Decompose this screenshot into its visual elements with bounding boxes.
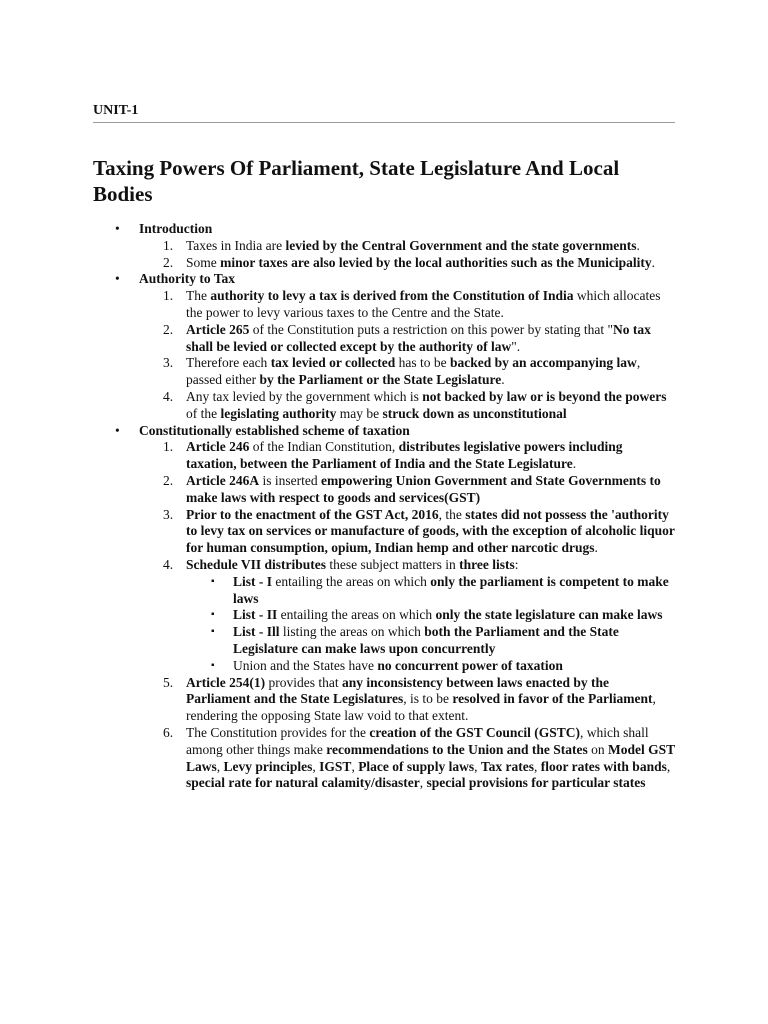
bold-text: not backed by law or is beyond the powers <box>422 388 667 404</box>
body-text: , <box>351 758 359 774</box>
bold-text: three lists <box>459 556 515 572</box>
sub-item-text <box>233 607 675 624</box>
bold-text: List - II <box>233 607 278 623</box>
bold-text: special rate for natural calamity/disaster <box>186 775 420 791</box>
body-text: , <box>474 758 481 774</box>
item-text <box>186 675 675 725</box>
body-text: these subject matters in <box>326 556 460 572</box>
body-text: The <box>186 288 211 304</box>
list-item <box>139 439 675 473</box>
item-text <box>186 355 675 389</box>
bold-text: distributes legislative powers including taxation, between the Parliament of India and the State Legislature <box>186 439 623 472</box>
body-text: of the <box>186 405 221 421</box>
body-text: , passed either <box>186 355 641 388</box>
item-text <box>186 557 675 574</box>
sub-item-text <box>233 624 675 658</box>
section-item <box>93 271 675 422</box>
body-text: , is to be <box>403 691 453 707</box>
bullet-icon: • <box>115 221 120 236</box>
item-number: 3. <box>163 506 174 522</box>
body-text: listing the areas on which <box>279 624 425 640</box>
bold-text: resolved in favor of the Parliament <box>452 691 653 707</box>
list-item <box>139 389 675 423</box>
bold-text: floor rates with bands <box>540 758 667 774</box>
bold-text: Schedule VII distributes <box>186 556 327 572</box>
sub-list <box>186 574 675 675</box>
item-text <box>186 322 675 356</box>
list-item <box>139 255 675 272</box>
bold-text: List - Ill <box>233 624 280 640</box>
bold-text: Place of supply laws <box>358 758 475 774</box>
bold-text: no concurrent power of taxation <box>377 657 563 673</box>
sub-item-text <box>233 658 675 675</box>
bold-text: special provisions for particular states <box>426 775 646 791</box>
list-item <box>139 507 675 557</box>
bold-text: only the state legislature can make laws <box>435 607 663 623</box>
section-heading: Introduction <box>139 221 213 236</box>
square-bullet-icon: ▪ <box>211 575 215 587</box>
list-item <box>139 288 675 322</box>
sub-list-item <box>186 624 675 658</box>
sub-list-item <box>186 574 675 608</box>
bold-text: List - I <box>233 573 273 589</box>
item-number: 5. <box>163 674 174 690</box>
bold-text: legislating authority <box>220 405 337 421</box>
body-text: Any tax levied by the government which is <box>186 388 423 404</box>
item-number: 6. <box>163 724 174 740</box>
item-text <box>186 389 675 423</box>
bold-text: Levy principles <box>223 758 313 774</box>
body-text: . <box>594 540 598 556</box>
bold-text: Article 265 <box>186 321 250 337</box>
body-text: of the Constitution puts a restriction on this power by stating that " <box>249 321 613 337</box>
bold-text: authority to levy a tax is derived from the Constitution of India <box>210 288 574 304</box>
item-text <box>186 255 675 272</box>
body-text: , <box>216 758 224 774</box>
list-item <box>139 355 675 389</box>
document-page <box>93 102 675 792</box>
body-text: has to be <box>395 355 451 371</box>
bold-text: Article 246 <box>186 439 250 455</box>
item-number: 4. <box>163 388 174 404</box>
item-number: 1. <box>163 439 174 455</box>
body-text: . <box>501 372 505 388</box>
body-text: : <box>514 556 519 572</box>
bold-text: any inconsistency between laws enacted by the Parliament and the State Legislatures <box>186 674 609 707</box>
bold-text: empowering Union Government and State Governments to make laws with respect to goods and services(GST) <box>186 472 661 505</box>
unit-label: UNIT-1 <box>93 102 675 123</box>
section-heading: Constitutionally established scheme of taxation <box>139 422 410 438</box>
numbered-list <box>139 238 675 272</box>
section-item <box>93 423 675 793</box>
body-text: Some <box>186 254 221 270</box>
item-number: 2. <box>163 321 174 337</box>
body-text: , <box>419 775 427 791</box>
list-item <box>139 675 675 725</box>
section-list <box>93 221 675 792</box>
list-item <box>139 725 675 792</box>
bold-text: struck down as unconstitutional <box>382 405 567 421</box>
bold-text: tax levied or collected <box>270 355 396 371</box>
bold-text: only the parliament is competent to make laws <box>233 573 669 606</box>
body-text: , <box>533 758 541 774</box>
body-text: , <box>666 758 671 774</box>
item-number: 2. <box>163 472 174 488</box>
sub-list-item <box>186 658 675 675</box>
square-bullet-icon: ▪ <box>211 659 215 671</box>
item-number: 3. <box>163 355 174 371</box>
item-number: 2. <box>163 254 174 270</box>
item-text <box>186 288 675 322</box>
bold-text: both the Parliament and the State Legislature can make laws upon concurrently <box>233 624 619 656</box>
item-number: 4. <box>163 556 174 572</box>
body-text: entailing the areas on which <box>272 573 431 589</box>
body-text: , which shall among other things make <box>186 724 649 757</box>
item-text <box>186 507 675 557</box>
bold-text: Prior to the enactment of the GST Act, 2016 <box>186 506 439 522</box>
bold-text: by the Parliament or the State Legislature <box>259 372 502 388</box>
body-text: on <box>587 741 608 757</box>
body-text: . <box>636 237 640 253</box>
body-text: Taxes in India are <box>186 237 286 253</box>
item-text <box>186 238 675 255</box>
square-bullet-icon: ▪ <box>211 609 215 621</box>
bold-text: backed by an accompanying law <box>450 355 637 371</box>
bullet-icon: • <box>115 422 120 438</box>
bold-text: states did not possess the 'authority to levy tax on services or manufacture of goods, with the exception of alcoholic liquor for human consumption, opium, Indian hemp and other narcotic drugs <box>186 506 675 556</box>
item-text <box>186 473 675 507</box>
bullet-icon: • <box>115 271 120 287</box>
bold-text: minor taxes are also levied by the local authorities such as the Municipality <box>220 254 652 270</box>
body-text: may be <box>336 405 383 421</box>
body-text: of the Indian Constitution, <box>249 439 399 455</box>
body-text: The Constitution provides for the <box>186 724 370 740</box>
list-item <box>139 473 675 507</box>
page-title: Taxing Powers Of Parliament, State Legislature And Local Bodies <box>93 156 620 206</box>
body-text: . <box>651 254 656 270</box>
item-text <box>186 725 675 792</box>
section-item <box>93 221 675 271</box>
body-text: , <box>312 758 320 774</box>
body-text: , the <box>438 506 466 522</box>
bold-text: creation of the GST Council (GSTC) <box>369 724 580 740</box>
section-heading: Authority to Tax <box>139 271 236 287</box>
sub-list-item <box>186 607 675 624</box>
numbered-list <box>139 288 675 422</box>
item-number: 1. <box>163 237 174 253</box>
body-text: which allocates the power to levy various taxes to the Centre and the State. <box>186 288 661 320</box>
bold-text: Article 246A <box>186 472 260 488</box>
numbered-list <box>139 439 675 792</box>
bold-text: Tax rates <box>480 758 534 774</box>
list-item <box>139 322 675 356</box>
body-text: Therefore each <box>186 355 271 371</box>
body-text: ". <box>511 338 521 354</box>
bold-text: recommendations to the Union and the States <box>326 741 588 757</box>
square-bullet-icon: ▪ <box>211 626 215 638</box>
body-text: , rendering the opposing State law void to that extent. <box>186 691 656 724</box>
sub-item-text <box>233 574 675 608</box>
item-number: 1. <box>163 288 174 304</box>
body-text: Union and the States have <box>233 657 378 673</box>
bold-text: levied by the Central Government and the state governments <box>285 237 637 253</box>
bold-text: Model GST Laws <box>186 741 675 774</box>
bold-text: No tax shall be levied or collected except by the authority of law <box>186 321 651 354</box>
list-item <box>139 557 675 675</box>
bold-text: Article 254(1) <box>186 674 266 690</box>
body-text: entailing the areas on which <box>277 607 436 623</box>
body-text: . <box>572 456 577 472</box>
body-text: provides that <box>265 674 342 690</box>
bold-text: IGST <box>319 758 352 774</box>
item-text <box>186 439 675 473</box>
body-text: is inserted <box>259 472 321 488</box>
list-item <box>139 238 675 255</box>
